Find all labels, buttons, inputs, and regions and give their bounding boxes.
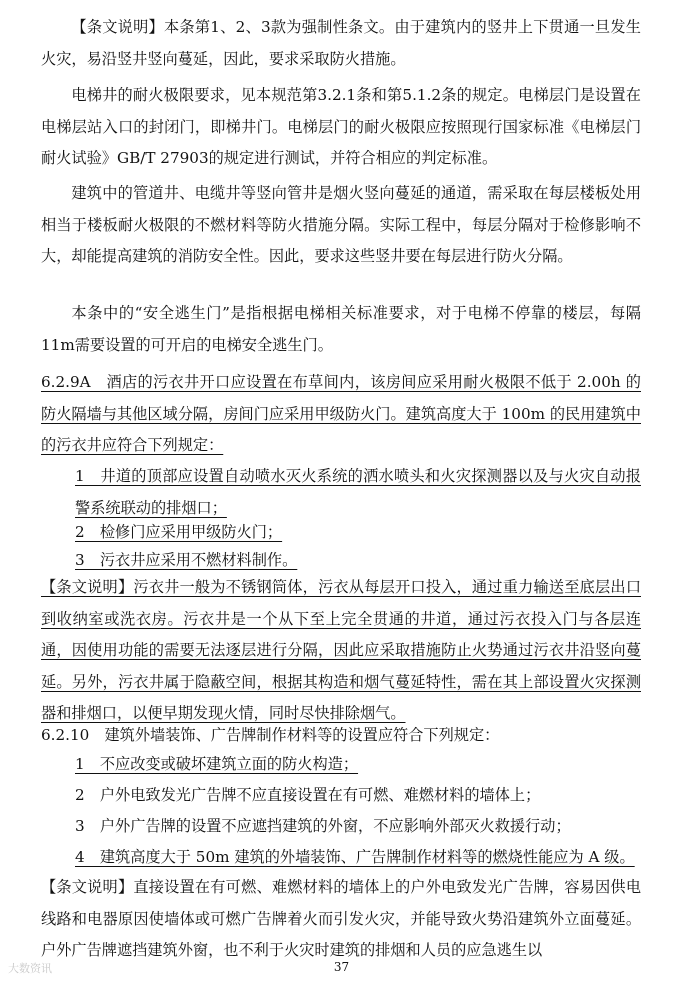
escape-door-paragraph: 本条中的“安全逃生门”是指根据电梯相关标准要求，对于电梯不停靠的楼层，每隔11m需要设置的可开启的电梯安全逃生门。	[41, 304, 641, 354]
clause-6-2-9A-item-3: 3 污衣井应采用不燃材料制作。	[75, 551, 298, 569]
clause-6-2-10-item-2: 2 户外电致发光广告牌不应直接设置在有可燃、难燃材料的墙体上；	[75, 786, 541, 804]
clause-6-2-9A-item-2: 2 检修门应采用甲级防火门；	[75, 523, 283, 541]
explanation-paragraph: 【条文说明】本条第1、2、3款为强制性条文。由于建筑内的竖井上下贯通一旦发生火灾，易沿竖井竖向蔓延，因此，要求采取防火措施。	[41, 18, 641, 68]
elevator-paragraph: 电梯井的耐火极限要求，见本规范第3.2.1条和第5.1.2条的规定。电梯层门是设置在电梯层站入口的封闭门，即梯井门。电梯层门的耐火极限应按照现行国家标准《电梯层门耐火试验》GB/T 27903的规定进行测试，并符合相应的判定标准。	[41, 86, 641, 167]
clause-6-2-9A-item-1: 1 井道的顶部应设置自动喷水灭火系统的洒水喷头和火灾探测器以及与火灾自动报警系统联动的排烟口；	[75, 467, 641, 517]
clause-6-2-10-explanation: 【条文说明】直接设置在有可燃、难燃材料的墙体上的户外电致发光广告牌，容易因供电线路和电器原因使墙体或可燃广告牌着火而引发火灾，并能导致火势沿建筑外立面蔓延。户外广告牌遮挡建筑外窗，也不利于火灾时建筑的排烟和人员的应急逃生以	[41, 878, 641, 959]
page-number: 37	[333, 960, 350, 974]
clause-6-2-9A-explanation: 【条文说明】污衣井一般为不锈钢筒体，污衣从每层开口投入，通过重力输送至底层出口到收纳室或洗衣房。污衣井是一个从下至上完全贯通的井道，通过污衣投入门与各层连通，因使用功能的需要无法逐层进行分隔，因此应采取措施防止火势通过污衣井沿竖向蔓延。另外，污衣井属于隐蔽空间，根据其构造和烟气蔓延特性，需在其上部设置火灾探测器和排烟口，以便早期发现火情，同时尽快排除烟气。	[41, 578, 641, 722]
clause-6-2-9A: 6.2.9A 酒店的污衣井开口应设置在布草间内，该房间应采用耐火极限不低于 2.00h 的防火隔墙与其他区域分隔，房间门应采用甲级防火门。建筑高度大于 100m 的民用建筑中的污衣井应符合下列规定：	[41, 373, 641, 454]
clause-6-2-10-item-3: 3 户外广告牌的设置不应遮挡建筑的外窗，不应影响外部灭火救援行动；	[75, 817, 571, 835]
clause-6-2-10: 6.2.10 建筑外墙装饰、广告牌制作材料等的设置应符合下列规定：	[41, 726, 500, 744]
clause-6-2-10-item-4: 4 建筑高度大于 50m 建筑的外墙装饰、广告牌制作材料等的燃烧性能应为 A 级。	[75, 848, 635, 866]
clause-6-2-10-item-1: 1 不应改变或破坏建筑立面的防火构造；	[75, 755, 359, 773]
shaft-paragraph: 建筑中的管道井、电缆井等竖向管井是烟火竖向蔓延的通道，需采取在每层楼板处用相当于楼板耐火极限的不燃材料等防火措施分隔。实际工程中，每层分隔对于检修影响不大，却能提高建筑的消防安全性。因此，要求这些竖井要在每层进行防火分隔。	[41, 184, 641, 265]
watermark: 大数资讯	[8, 962, 52, 975]
